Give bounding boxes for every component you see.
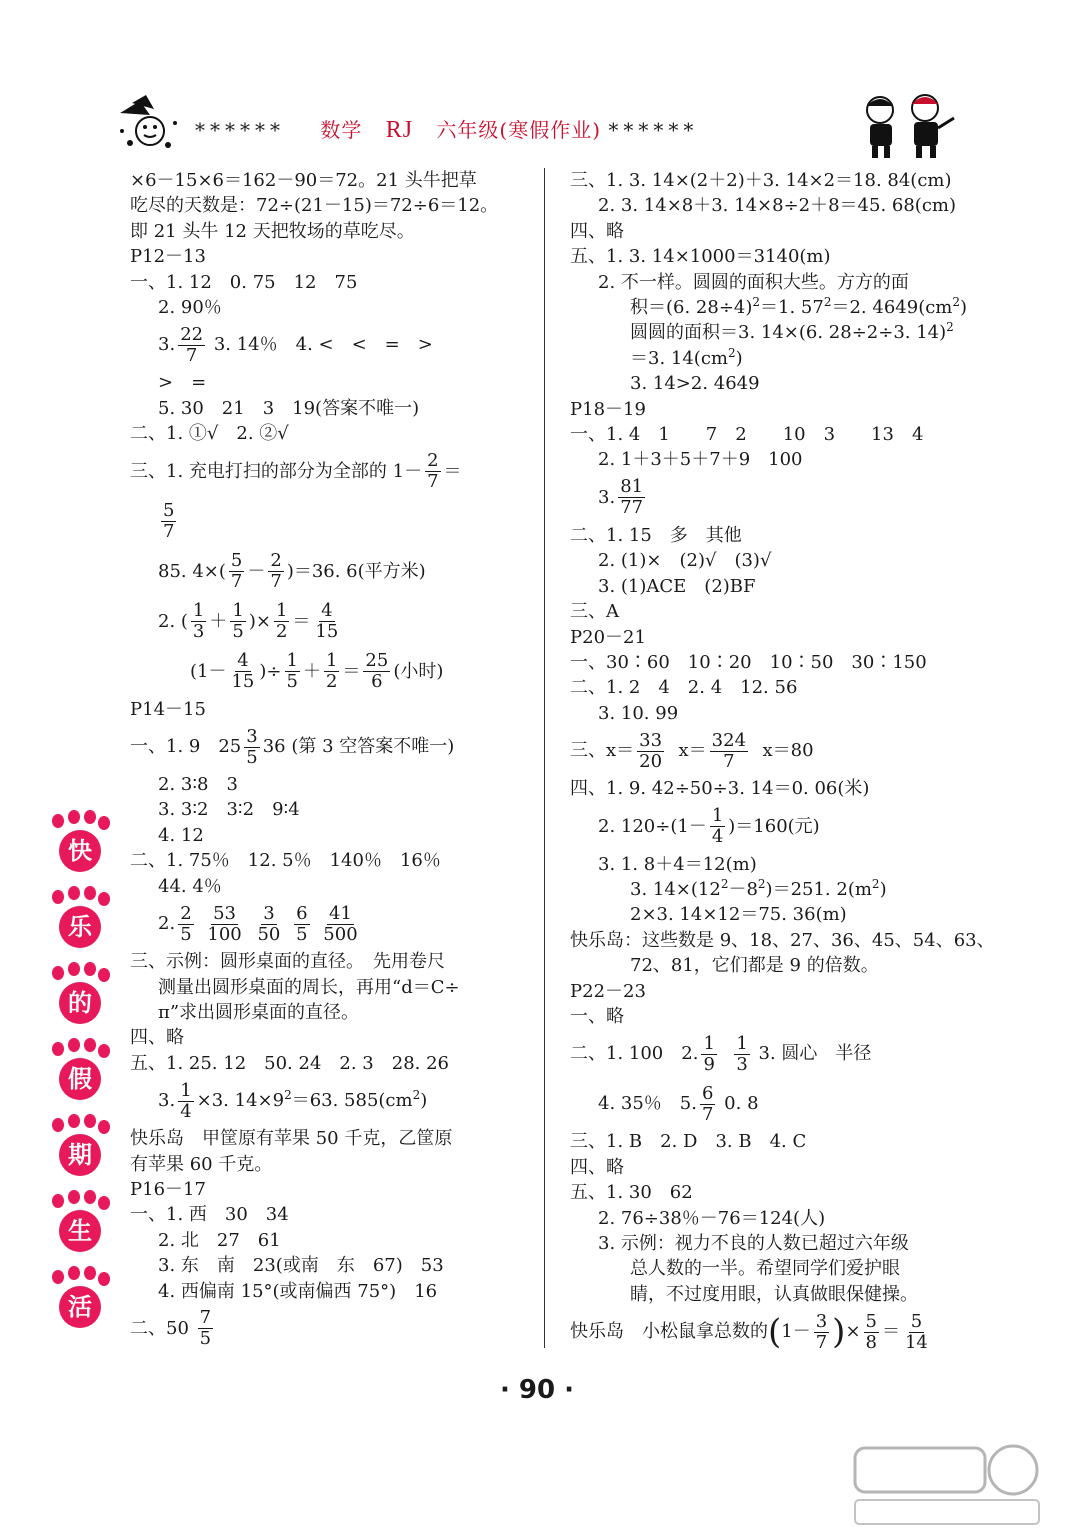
paw-toe bbox=[68, 1038, 80, 1052]
side-char: 活 bbox=[59, 1286, 101, 1328]
side-char: 假 bbox=[59, 1058, 101, 1100]
side-char: 期 bbox=[59, 1134, 101, 1176]
text: ＋ bbox=[209, 610, 228, 632]
text: 0. 8 bbox=[724, 1093, 759, 1115]
paw-toe bbox=[68, 1114, 80, 1128]
answer-line: ×6－15×6＝162－90＝72。21 头牛把草 bbox=[130, 170, 477, 191]
paw-toe bbox=[84, 886, 96, 900]
answer-line: 2. 90％ bbox=[158, 297, 222, 319]
text: 三、1. 充电打扫的部分为全部的 1－ bbox=[130, 460, 423, 482]
paw-toe bbox=[98, 1120, 110, 1134]
answer-line: 三、A bbox=[570, 601, 619, 623]
paw-toe bbox=[52, 1042, 64, 1056]
answer-line: 3. 1. 8＋4＝12(m) bbox=[598, 853, 757, 875]
fraction bbox=[205, 904, 243, 945]
answer-line bbox=[130, 1076, 535, 1126]
paw-toe bbox=[52, 1194, 64, 1208]
superscript: 2 bbox=[727, 345, 736, 360]
fraction bbox=[229, 551, 244, 592]
text: 二、1. 100 2. bbox=[570, 1043, 699, 1065]
page-number: · 90 · bbox=[500, 1375, 575, 1405]
text: (1－ bbox=[190, 660, 227, 682]
text: 3. 圆心 半径 bbox=[758, 1043, 872, 1065]
paw-toe bbox=[84, 1266, 96, 1280]
answer-line: 五、1. 25. 12 50. 24 2. 3 28. 26 bbox=[130, 1052, 449, 1074]
answer-line bbox=[570, 346, 1000, 371]
text: )÷ bbox=[259, 660, 282, 682]
answer-line: 二、1. ①√ 2. ②√ bbox=[130, 423, 289, 445]
paw-toe bbox=[98, 816, 110, 830]
numerator: 4 bbox=[321, 600, 333, 622]
text: ＝ bbox=[881, 1321, 900, 1343]
denominator: 5 bbox=[296, 923, 308, 945]
answer-line: 3. 14>2. 4649 bbox=[630, 373, 760, 395]
answer-line: 一、1. 4 1 7 2 10 3 13 4 bbox=[570, 424, 924, 446]
numerator: 1 bbox=[736, 1032, 748, 1054]
answer-line: 3. (1)ACE (2)BF bbox=[598, 575, 756, 597]
numerator: 6 bbox=[701, 1082, 714, 1104]
paw-toe bbox=[68, 886, 80, 900]
fraction bbox=[324, 651, 339, 692]
answer-line bbox=[570, 802, 1000, 852]
snowman-illustration-icon bbox=[110, 93, 190, 153]
answer-line: 总人数的一半。希望同学们爱护眼 bbox=[630, 1258, 900, 1280]
paw-badge bbox=[46, 1190, 116, 1266]
fraction bbox=[198, 1308, 213, 1349]
denominator: 7 bbox=[185, 344, 198, 366]
answer-line: 一、1. 12 0. 75 12 75 bbox=[130, 271, 358, 293]
superscript: 2 bbox=[720, 876, 729, 891]
fraction bbox=[700, 1084, 715, 1125]
denominator: 7 bbox=[427, 471, 439, 493]
denominator: 5 bbox=[180, 923, 192, 945]
header-grade: 六年级(寒假作业) bbox=[436, 118, 602, 142]
denominator: 5 bbox=[199, 1328, 212, 1350]
left-column bbox=[130, 168, 535, 1354]
paw-toe bbox=[98, 1196, 110, 1210]
answer-line: 2. 北 27 61 bbox=[158, 1229, 281, 1251]
answer-line: 三、1. B 2. D 3. B 4. C bbox=[570, 1131, 807, 1153]
right-column bbox=[570, 168, 1000, 1357]
answer-line bbox=[570, 1307, 1000, 1357]
denominator: 5 bbox=[246, 746, 258, 768]
page-ref-p20-21: P20－21 bbox=[570, 626, 646, 648]
text: 一、1. 9 25 bbox=[130, 736, 242, 758]
numerator: 6 bbox=[296, 902, 308, 924]
numerator: 1 bbox=[711, 805, 724, 827]
fraction bbox=[701, 1034, 716, 1075]
answer-line bbox=[130, 320, 535, 370]
paw-toe bbox=[68, 962, 80, 976]
answer-line: 2. 不一样。圆圆的面积大些。方方的面 bbox=[598, 271, 909, 293]
header-edition: RJ bbox=[385, 117, 414, 143]
text: 二、50 bbox=[130, 1317, 189, 1339]
answer-line: 2. (1)× (2)√ (3)√ bbox=[598, 550, 772, 572]
numerator: 33 bbox=[639, 729, 663, 751]
numerator: 2 bbox=[427, 450, 439, 472]
fraction bbox=[178, 904, 193, 945]
paw-toe bbox=[98, 892, 110, 906]
text: 2. ( bbox=[158, 610, 188, 632]
text: )＝36. 6(平方米) bbox=[286, 560, 426, 582]
numerator: 1 bbox=[286, 650, 298, 672]
fraction bbox=[161, 501, 176, 542]
fraction bbox=[274, 601, 289, 642]
answer-line: 五、1. 3. 14×1000＝3140(m) bbox=[570, 246, 831, 268]
denominator: 7 bbox=[270, 571, 282, 593]
text: ) bbox=[879, 878, 887, 900]
answer-line: 2×3. 14×12＝75. 36(m) bbox=[630, 904, 847, 926]
answer-line: 三、示例：圆形桌面的直径。 先用卷尺 bbox=[130, 951, 445, 973]
text: 2. bbox=[158, 913, 176, 935]
numerator: 7 bbox=[199, 1307, 212, 1329]
numerator: 1 bbox=[180, 1079, 192, 1101]
denominator: 50 bbox=[257, 923, 281, 945]
answer-line: > = bbox=[158, 372, 207, 394]
fraction bbox=[229, 651, 256, 692]
page-ref-p16-17: P16－17 bbox=[130, 1178, 206, 1200]
numerator: 5 bbox=[865, 1310, 877, 1332]
denominator: 2 bbox=[325, 671, 338, 693]
text: － bbox=[247, 560, 266, 582]
paw-toe bbox=[52, 1118, 64, 1132]
paw-badge bbox=[46, 886, 116, 962]
fraction bbox=[255, 904, 282, 945]
numerator: 3 bbox=[246, 725, 258, 747]
numerator: 1 bbox=[703, 1032, 715, 1054]
answer-line bbox=[130, 722, 535, 772]
answer-line: 二、1. 75％ 12. 5％ 140％ 16％ bbox=[130, 850, 441, 872]
answer-line: 睛，不过度用眼，认真做眼保健操。 bbox=[630, 1283, 918, 1305]
denominator: 14 bbox=[904, 1331, 928, 1353]
text: 3. bbox=[158, 334, 176, 356]
text: ＝ bbox=[292, 610, 311, 632]
answer-line: 3. 3∶2 3∶2 9∶4 bbox=[158, 799, 300, 821]
denominator: 5 bbox=[232, 621, 244, 643]
answer-line: 一、1. 西 30 34 bbox=[130, 1204, 289, 1226]
paw-toe bbox=[68, 1266, 80, 1280]
text: )× bbox=[248, 610, 271, 632]
side-char: 快 bbox=[59, 830, 101, 872]
fraction bbox=[710, 806, 725, 847]
numerator: 4 bbox=[237, 650, 249, 672]
text: ＝2. 4649(cm bbox=[831, 297, 953, 319]
text: ＝3. 14(cm bbox=[630, 347, 728, 369]
denominator: 7 bbox=[815, 1331, 828, 1353]
header-subject: 数学 bbox=[320, 118, 363, 142]
fraction bbox=[230, 601, 245, 642]
answer-line: 二、1. 15 多 其他 bbox=[570, 524, 742, 546]
text: × bbox=[845, 1321, 861, 1343]
paw-badge bbox=[46, 1266, 116, 1342]
text: 3. 14％ 4. < < = > bbox=[213, 334, 433, 356]
denominator: 4 bbox=[711, 826, 724, 848]
numerator: 53 bbox=[213, 902, 236, 924]
answer-line bbox=[570, 1029, 1000, 1079]
paw-toe bbox=[84, 962, 96, 976]
answer-line bbox=[130, 899, 535, 949]
denominator: 6 bbox=[371, 671, 383, 693]
paw-toe bbox=[84, 810, 96, 824]
answer-line: 2. 76÷38％－76＝124(人) bbox=[598, 1207, 826, 1229]
numerator: 3 bbox=[815, 1310, 828, 1332]
answer-line bbox=[570, 877, 1000, 902]
paw-badge bbox=[46, 1114, 116, 1190]
text: 3. bbox=[598, 486, 616, 508]
answer-line: 吃尽的天数是：72÷(21－15)＝72÷6＝12。 bbox=[130, 195, 499, 217]
superscript: 2 bbox=[946, 320, 954, 335]
answer-line bbox=[130, 547, 535, 597]
answer-line: 2. 1＋3＋5＋7＋9 100 bbox=[598, 449, 803, 471]
superscript: 2 bbox=[412, 1088, 421, 1103]
denominator: 9 bbox=[703, 1053, 715, 1075]
text: )＝251. 2(m bbox=[765, 878, 872, 900]
paw-toe bbox=[98, 968, 110, 982]
paren: ( bbox=[768, 1312, 782, 1353]
denominator: 7 bbox=[723, 750, 735, 772]
denominator: 20 bbox=[639, 750, 663, 772]
page-ref-p12-13: P12－13 bbox=[130, 246, 206, 268]
superscript: 2 bbox=[871, 876, 880, 891]
answer-line: 72、81，它们都是 9 的倍数。 bbox=[630, 955, 879, 977]
text: 圆圆的面积＝3. 14×(6. 28÷2÷3. 14) bbox=[630, 322, 947, 344]
side-char: 乐 bbox=[59, 906, 101, 948]
numerator: 2 bbox=[180, 902, 192, 924]
page-ref-p22-23: P22－23 bbox=[570, 980, 646, 1002]
paw-badge bbox=[46, 962, 116, 1038]
paw-toe bbox=[52, 966, 64, 980]
text: 3. 14×(12 bbox=[630, 878, 721, 900]
fraction bbox=[618, 477, 645, 518]
side-paw-banner bbox=[46, 810, 116, 1342]
superscript: 2 bbox=[757, 876, 766, 891]
fraction bbox=[178, 325, 205, 366]
text: ＋ bbox=[302, 660, 321, 682]
text: －8 bbox=[728, 878, 758, 900]
fraction bbox=[864, 1312, 879, 1353]
fraction bbox=[178, 1081, 193, 1122]
text: 快乐岛 小松鼠拿总数的 bbox=[570, 1321, 768, 1343]
answer-line bbox=[130, 1304, 535, 1354]
answer-line: 44. 4％ bbox=[158, 875, 222, 897]
text: )＝160(元) bbox=[728, 815, 820, 837]
fraction bbox=[313, 601, 340, 642]
paw-toe bbox=[84, 1114, 96, 1128]
children-illustration-icon bbox=[850, 88, 960, 163]
answer-line: 3. 示例：视力不良的人数已超过六年级 bbox=[598, 1233, 909, 1254]
denominator: 15 bbox=[231, 671, 255, 693]
text: ＝ bbox=[443, 460, 462, 482]
header-title bbox=[195, 114, 698, 144]
numerator: 41 bbox=[329, 902, 352, 924]
paw-toe bbox=[68, 810, 80, 824]
paw-toe bbox=[98, 1044, 110, 1058]
denominator: 15 bbox=[315, 621, 339, 643]
numerator: 3 bbox=[263, 902, 275, 924]
answer-line bbox=[570, 320, 1000, 345]
page-header bbox=[110, 88, 960, 163]
denominator: 8 bbox=[865, 1331, 877, 1353]
fraction bbox=[321, 904, 359, 945]
paw-toe bbox=[84, 1038, 96, 1052]
denominator: 100 bbox=[207, 923, 242, 945]
superscript: 2 bbox=[752, 295, 761, 310]
answer-line: 有苹果 60 千克。 bbox=[130, 1153, 273, 1175]
denominator: 500 bbox=[323, 923, 358, 945]
numerator: 81 bbox=[620, 476, 644, 498]
numerator: 2 bbox=[270, 550, 282, 572]
superscript: 2 bbox=[823, 295, 832, 310]
answer-line: π”求出圆形桌面的直径。 bbox=[158, 1001, 360, 1023]
text: 3. bbox=[158, 1090, 176, 1112]
fraction bbox=[191, 601, 206, 642]
numerator: 324 bbox=[711, 729, 747, 751]
text: 1－ bbox=[781, 1321, 811, 1343]
answer-line: 快乐岛 甲筐原有苹果 50 千克，乙筐原 bbox=[130, 1128, 453, 1150]
text: ) bbox=[420, 1090, 428, 1112]
answer-line: 3. 东 南 23(或南 东 67) 53 bbox=[158, 1255, 444, 1277]
answer-line: 二、1. 2 4 2. 4 12. 56 bbox=[570, 677, 798, 699]
text: 2. 120÷(1－ bbox=[598, 815, 707, 837]
header-stars-right: ****** bbox=[608, 118, 699, 142]
answer-line: 四、略 bbox=[130, 1027, 184, 1049]
text: ) bbox=[960, 297, 968, 319]
denominator: 7 bbox=[230, 571, 243, 593]
fraction bbox=[425, 451, 440, 492]
text: x＝80 bbox=[762, 740, 814, 762]
text: x＝ bbox=[678, 740, 707, 762]
fraction bbox=[268, 551, 283, 592]
answer-line: 五、1. 30 62 bbox=[570, 1182, 693, 1204]
paw-badge bbox=[46, 810, 116, 886]
text: 36 (第 3 空答案不唯一) bbox=[262, 736, 455, 758]
answer-line: 一、略 bbox=[570, 1005, 624, 1027]
paw-toe bbox=[84, 1190, 96, 1204]
answer-line: 四、1. 9. 42÷50÷3. 14＝0. 06(米) bbox=[570, 778, 870, 800]
fraction bbox=[244, 727, 259, 768]
denominator: 4 bbox=[180, 1100, 192, 1122]
column-divider bbox=[544, 168, 545, 1348]
superscript: 2 bbox=[284, 1088, 292, 1103]
paw-badge bbox=[46, 1038, 116, 1114]
answer-line: 5. 30 21 3 19(答案不唯一) bbox=[158, 397, 420, 419]
paw-toe bbox=[52, 814, 64, 828]
answer-line: 2. 3∶8 3 bbox=[158, 774, 238, 796]
paw-toe bbox=[52, 890, 64, 904]
text: ×3. 14×9 bbox=[196, 1090, 285, 1112]
text: ＝ bbox=[342, 660, 361, 682]
numerator: 5 bbox=[163, 500, 175, 522]
denominator: 7 bbox=[163, 521, 175, 543]
text: 4. 35％ 5. bbox=[598, 1093, 697, 1115]
fraction bbox=[363, 651, 390, 692]
answer-line: 4. 西偏南 15°(或南偏西 75°) 16 bbox=[158, 1280, 438, 1302]
answer-line: 四、略 bbox=[570, 1156, 624, 1178]
numerator: 22 bbox=[180, 323, 204, 345]
answer-line bbox=[570, 295, 1000, 320]
numerator: 5 bbox=[910, 1310, 923, 1332]
denominator: 7 bbox=[701, 1103, 714, 1125]
fraction bbox=[637, 731, 664, 772]
text: ) bbox=[735, 347, 743, 369]
paw-toe bbox=[98, 1272, 110, 1286]
numerator: 25 bbox=[365, 650, 389, 672]
answer-line: 3. 10. 99 bbox=[598, 702, 679, 724]
superscript: 2 bbox=[952, 295, 961, 310]
answer-line: 4. 12 bbox=[158, 824, 204, 846]
fraction bbox=[734, 1034, 749, 1075]
answer-line: 测量出圆形桌面的周长，再用“d＝C÷ bbox=[158, 976, 460, 998]
text: ＝63. 585(cm bbox=[291, 1090, 413, 1112]
answer-line bbox=[570, 1079, 1000, 1129]
fraction bbox=[285, 651, 300, 692]
denominator: 3 bbox=[736, 1053, 748, 1075]
numerator: 1 bbox=[192, 600, 205, 622]
denominator: 77 bbox=[620, 497, 644, 519]
header-stars-left: ****** bbox=[195, 118, 285, 142]
text: ＝1. 57 bbox=[760, 297, 824, 319]
side-char: 生 bbox=[59, 1210, 101, 1252]
fraction bbox=[903, 1312, 930, 1353]
answer-line: 2. 3. 14×8＋3. 14×8÷2＋8＝45. 68(cm) bbox=[598, 195, 956, 217]
answer-line: 三、1. 3. 14×(2＋2)＋3. 14×2＝18. 84(cm) bbox=[570, 170, 952, 191]
numerator: 1 bbox=[232, 600, 244, 622]
fraction bbox=[814, 1312, 829, 1353]
paren: ) bbox=[832, 1312, 846, 1353]
numerator: 1 bbox=[325, 650, 338, 672]
answer-line: 四、略 bbox=[570, 220, 624, 242]
text: 85. 4×( bbox=[158, 560, 226, 582]
numerator: 5 bbox=[230, 550, 243, 572]
answer-line bbox=[570, 473, 1000, 523]
answer-line bbox=[130, 497, 535, 547]
paw-toe bbox=[68, 1190, 80, 1204]
page-ref-p18-19: P18－19 bbox=[570, 398, 646, 420]
text: 积＝(6. 28÷4) bbox=[630, 297, 753, 319]
page-ref-p14-15: P14－15 bbox=[130, 698, 206, 720]
fraction bbox=[294, 904, 309, 945]
text: (小时) bbox=[393, 660, 444, 682]
denominator: 3 bbox=[192, 621, 205, 643]
watermark-logo-icon bbox=[847, 1440, 1047, 1528]
text: 三、x＝ bbox=[570, 740, 635, 762]
answer-line bbox=[570, 726, 1000, 776]
denominator: 5 bbox=[286, 671, 298, 693]
answer-line bbox=[130, 447, 535, 497]
answer-line: 一、30∶60 10∶20 10∶50 30∶150 bbox=[570, 651, 927, 673]
answer-line bbox=[130, 597, 535, 647]
paw-toe bbox=[52, 1270, 64, 1284]
denominator: 2 bbox=[275, 621, 288, 643]
answer-line: 即 21 头牛 12 天把牧场的草吃尽。 bbox=[130, 220, 415, 242]
numerator: 1 bbox=[275, 600, 288, 622]
side-char: 的 bbox=[59, 982, 101, 1024]
answer-line: 快乐岛：这些数是 9、18、27、36、45、54、63、 bbox=[570, 929, 995, 951]
fraction bbox=[710, 731, 748, 772]
answer-line bbox=[130, 647, 535, 697]
